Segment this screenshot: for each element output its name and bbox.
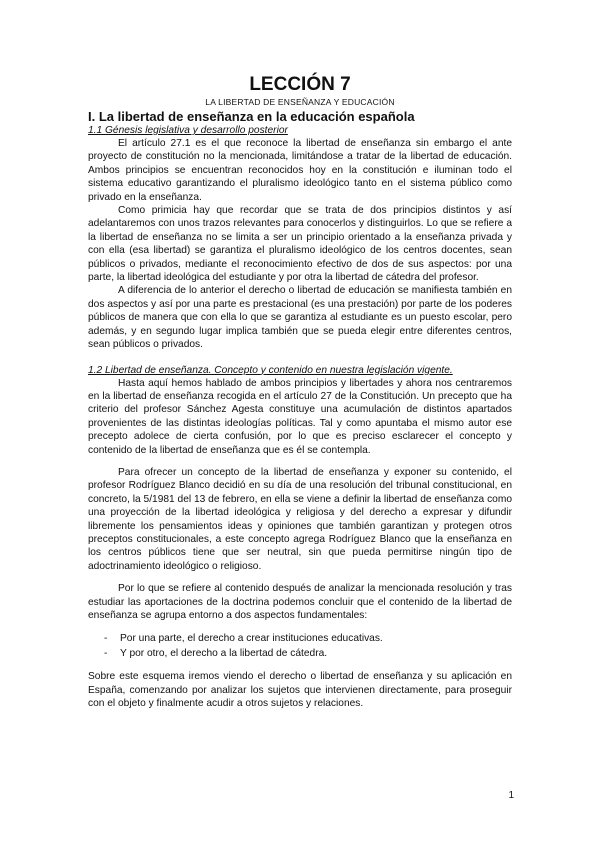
subsection-heading-1-1: 1.1 Génesis legislativa y desarrollo posterior <box>88 125 288 136</box>
section-heading: I. La libertad de enseñanza en la educación española <box>88 109 415 124</box>
subsection-heading-1-2: 1.2 Libertad de enseñanza. Concepto y contenido en nuestra legislación vigente. <box>88 364 453 376</box>
list-item <box>88 631 512 646</box>
document-page <box>88 74 512 711</box>
list-marker: - <box>104 633 108 645</box>
list-marker: - <box>104 648 108 660</box>
paragraph: Hasta aquí hemos hablado de ambos principios y libertades y ahora nos centraremos en la libertad de enseñanza recogida en el artículo 27 de la Constitución. Un precepto que ha criterio del profesor Sánchez Agesta constituye una acumulación de distintos apartados provenientes de las distintas ideologías políticas. Tal y como apuntaba el mismo autor ese precepto adolece de cierta confusión, por lo que es preciso esclarecer el concepto y contenido de la libertad de enseñanza que es él se contempla. <box>88 377 512 456</box>
closing-paragraph: Sobre este esquema iremos viendo el derecho o libertad de enseñanza y su aplicación en España, comenzando por analizar los sujetos que intervienen directamente, para proseguir con el objeto y finalmente acudir a otros sujetos y relaciones. <box>88 671 512 710</box>
paragraph: A diferencia de lo anterior el derecho o libertad de educación se manifiesta también en dos aspectos y así por una parte es prestacional (es una prestación) por parte de los poderes públicos de manera que con ella lo que se garantiza al estudiante es un puesto escolar, pero además, y en segundo lugar implica también que se pueda elegir entre diferentes centros, sean públicos o privados. <box>88 285 512 351</box>
lesson-subtitle: LA LIBERTAD DE ENSEÑANZA Y EDUCACIÓN <box>205 97 395 107</box>
page-number: 1 <box>508 790 514 801</box>
list-item-text: Y por otro, el derecho a la libertad de cátedra. <box>120 648 328 660</box>
paragraph: Por lo que se refiere al contenido después de analizar la mencionada resolución y tras estudiar las aportaciones de la doctrina podemos concluir que el contenido de la libertad de enseñanza se agrupa entorno a dos aspectos fundamentales: <box>88 583 512 621</box>
list-item-text: Por una parte, el derecho a crear instituciones educativas. <box>120 633 383 645</box>
aspects-list <box>88 631 512 661</box>
list-item <box>88 646 512 661</box>
lesson-title: LECCIÓN 7 <box>249 74 351 95</box>
paragraph: Para ofrecer un concepto de la libertad de enseñanza y exponer su contenido, el profesor Rodríguez Blanco decidió en su día de una resolución del tribunal constitucional, en concreto, la 5/1981 del 13 de febrero, en ella se viene a definir la libertad de enseñanza como una proyección de la libertad ideológica y religiosa y del derecho a expresar y difundir libremente los pensamientos ideas y opiniones que también garantizan y protegen otros preceptos constitucionales, a este concepto agrega Rodríguez Blanco que la enseñanza en los centros públicos tiene que ser neutral, sin que pueda permitirse ningún tipo de adoctrinamiento ideológico o religioso. <box>88 466 512 572</box>
paragraph: El artículo 27.1 es el que reconoce la libertad de enseñanza sin embargo el ante proyecto de constitución no la mencionada, limitándose a tratar de la libertad de educación. Ambos principios se encuentran reconocidos hoy en la constitución e iluminan todo el sistema educativo garantizando el pluralismo ideológico tanto en el sistema público como privado en la enseñanza. <box>88 138 512 203</box>
paragraph: Como primicia hay que recordar que se trata de dos principios distintos y así adelantaremos con unos trazos relevantes para conocerlos y distinguirlos. Lo que se refiere a la libertad de enseñanza no se limita a ser un principio orientado a la enseñanza privada y con ella (esa libertad) se garantiza el pluralismo ideológico de los centros docentes, sean públicos o privados, mediante el reconocimiento efectivo de dos de sus aspectos: por una parte, la libertad ideológica del estudiante y por otra la libertad de cátedra del profesor. <box>88 205 512 284</box>
